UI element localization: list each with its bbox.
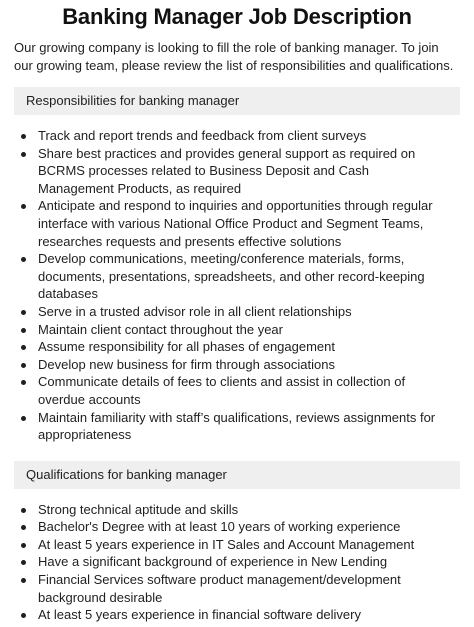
bullet-icon (21, 380, 26, 385)
list-item-text: Serve in a trusted advisor role in all client relationships (38, 303, 352, 319)
bullet-icon (21, 543, 26, 548)
bullet-icon (21, 204, 26, 209)
list-item (38, 518, 460, 536)
list-item-text: At least 5 years experience in financial software delivery (38, 607, 361, 623)
list-item-text: Maintain client contact throughout the year (38, 321, 283, 337)
bullet-icon (21, 560, 26, 565)
list-item (38, 606, 460, 624)
list-item-text: Anticipate and respond to inquiries and opportunities through regular interface with various National Office Product and Segment Teams, researches requests and presents effective solutions (38, 198, 433, 249)
bullet-icon (21, 152, 26, 157)
responsibilities-list (14, 127, 460, 444)
bullet-icon (21, 416, 26, 421)
list-item-text: Develop communications, meeting/conference materials, forms, documents, presentations, spreadsheets, and other record-keeping databases (38, 251, 425, 302)
list-item-text: Share best practices and provides general support as required on BCRMS processes related to Business Deposit and Cash Management Products, as required (38, 145, 416, 196)
bullet-icon (21, 363, 26, 368)
list-item (38, 536, 460, 554)
list-item (38, 250, 460, 303)
list-item-text: At least 5 years experience in IT Sales and Account Management (38, 536, 415, 552)
list-item-text: Communicate details of fees to clients and assist in collection of overdue accounts (38, 374, 406, 407)
job-description-page (0, 3, 474, 624)
bullet-icon (21, 257, 26, 262)
list-item (38, 373, 460, 408)
bullet-icon (21, 345, 26, 350)
list-item (38, 321, 460, 339)
bullet-icon (21, 525, 26, 530)
list-item (38, 571, 460, 606)
bullet-icon (21, 134, 26, 139)
list-item (38, 145, 460, 198)
list-item (38, 553, 460, 571)
list-item-text: Financial Services software product management/development background desirable (38, 572, 401, 605)
qualifications-list (14, 501, 460, 624)
list-item (38, 127, 460, 145)
bullet-icon (21, 310, 26, 315)
list-item (38, 197, 460, 250)
intro-paragraph: Our growing company is looking to fill the role of banking manager. To join our growing team, please review the list of responsibilities and qualifications. (14, 40, 454, 73)
bullet-icon (21, 328, 26, 333)
bullet-icon (21, 508, 26, 513)
list-item-text: Maintain familiarity with staff’s qualifications, reviews assignments for appropriateness (38, 409, 436, 443)
list-item (38, 303, 460, 321)
list-item-text: Strong technical aptitude and skills (38, 501, 239, 517)
list-item-text: Assume responsibility for all phases of engagement (38, 339, 335, 355)
bullet-icon (21, 578, 26, 583)
section-spacer (14, 444, 460, 461)
list-item (38, 338, 460, 356)
qualifications-heading: Qualifications for banking manager (14, 461, 460, 489)
bullet-icon (21, 613, 26, 618)
list-item (38, 356, 460, 374)
list-item-text: Develop new business for firm through associations (38, 356, 335, 372)
list-item (38, 501, 460, 519)
list-item-text: Bachelor's Degree with at least 10 years of working experience (38, 519, 401, 535)
list-item-text: Track and report trends and feedback from client surveys (38, 128, 367, 143)
page-title: Banking Manager Job Description (62, 4, 412, 29)
list-item-text: Have a significant background of experience in New Lending (38, 554, 388, 570)
list-item (38, 409, 460, 444)
responsibilities-heading: Responsibilities for banking manager (14, 87, 460, 115)
